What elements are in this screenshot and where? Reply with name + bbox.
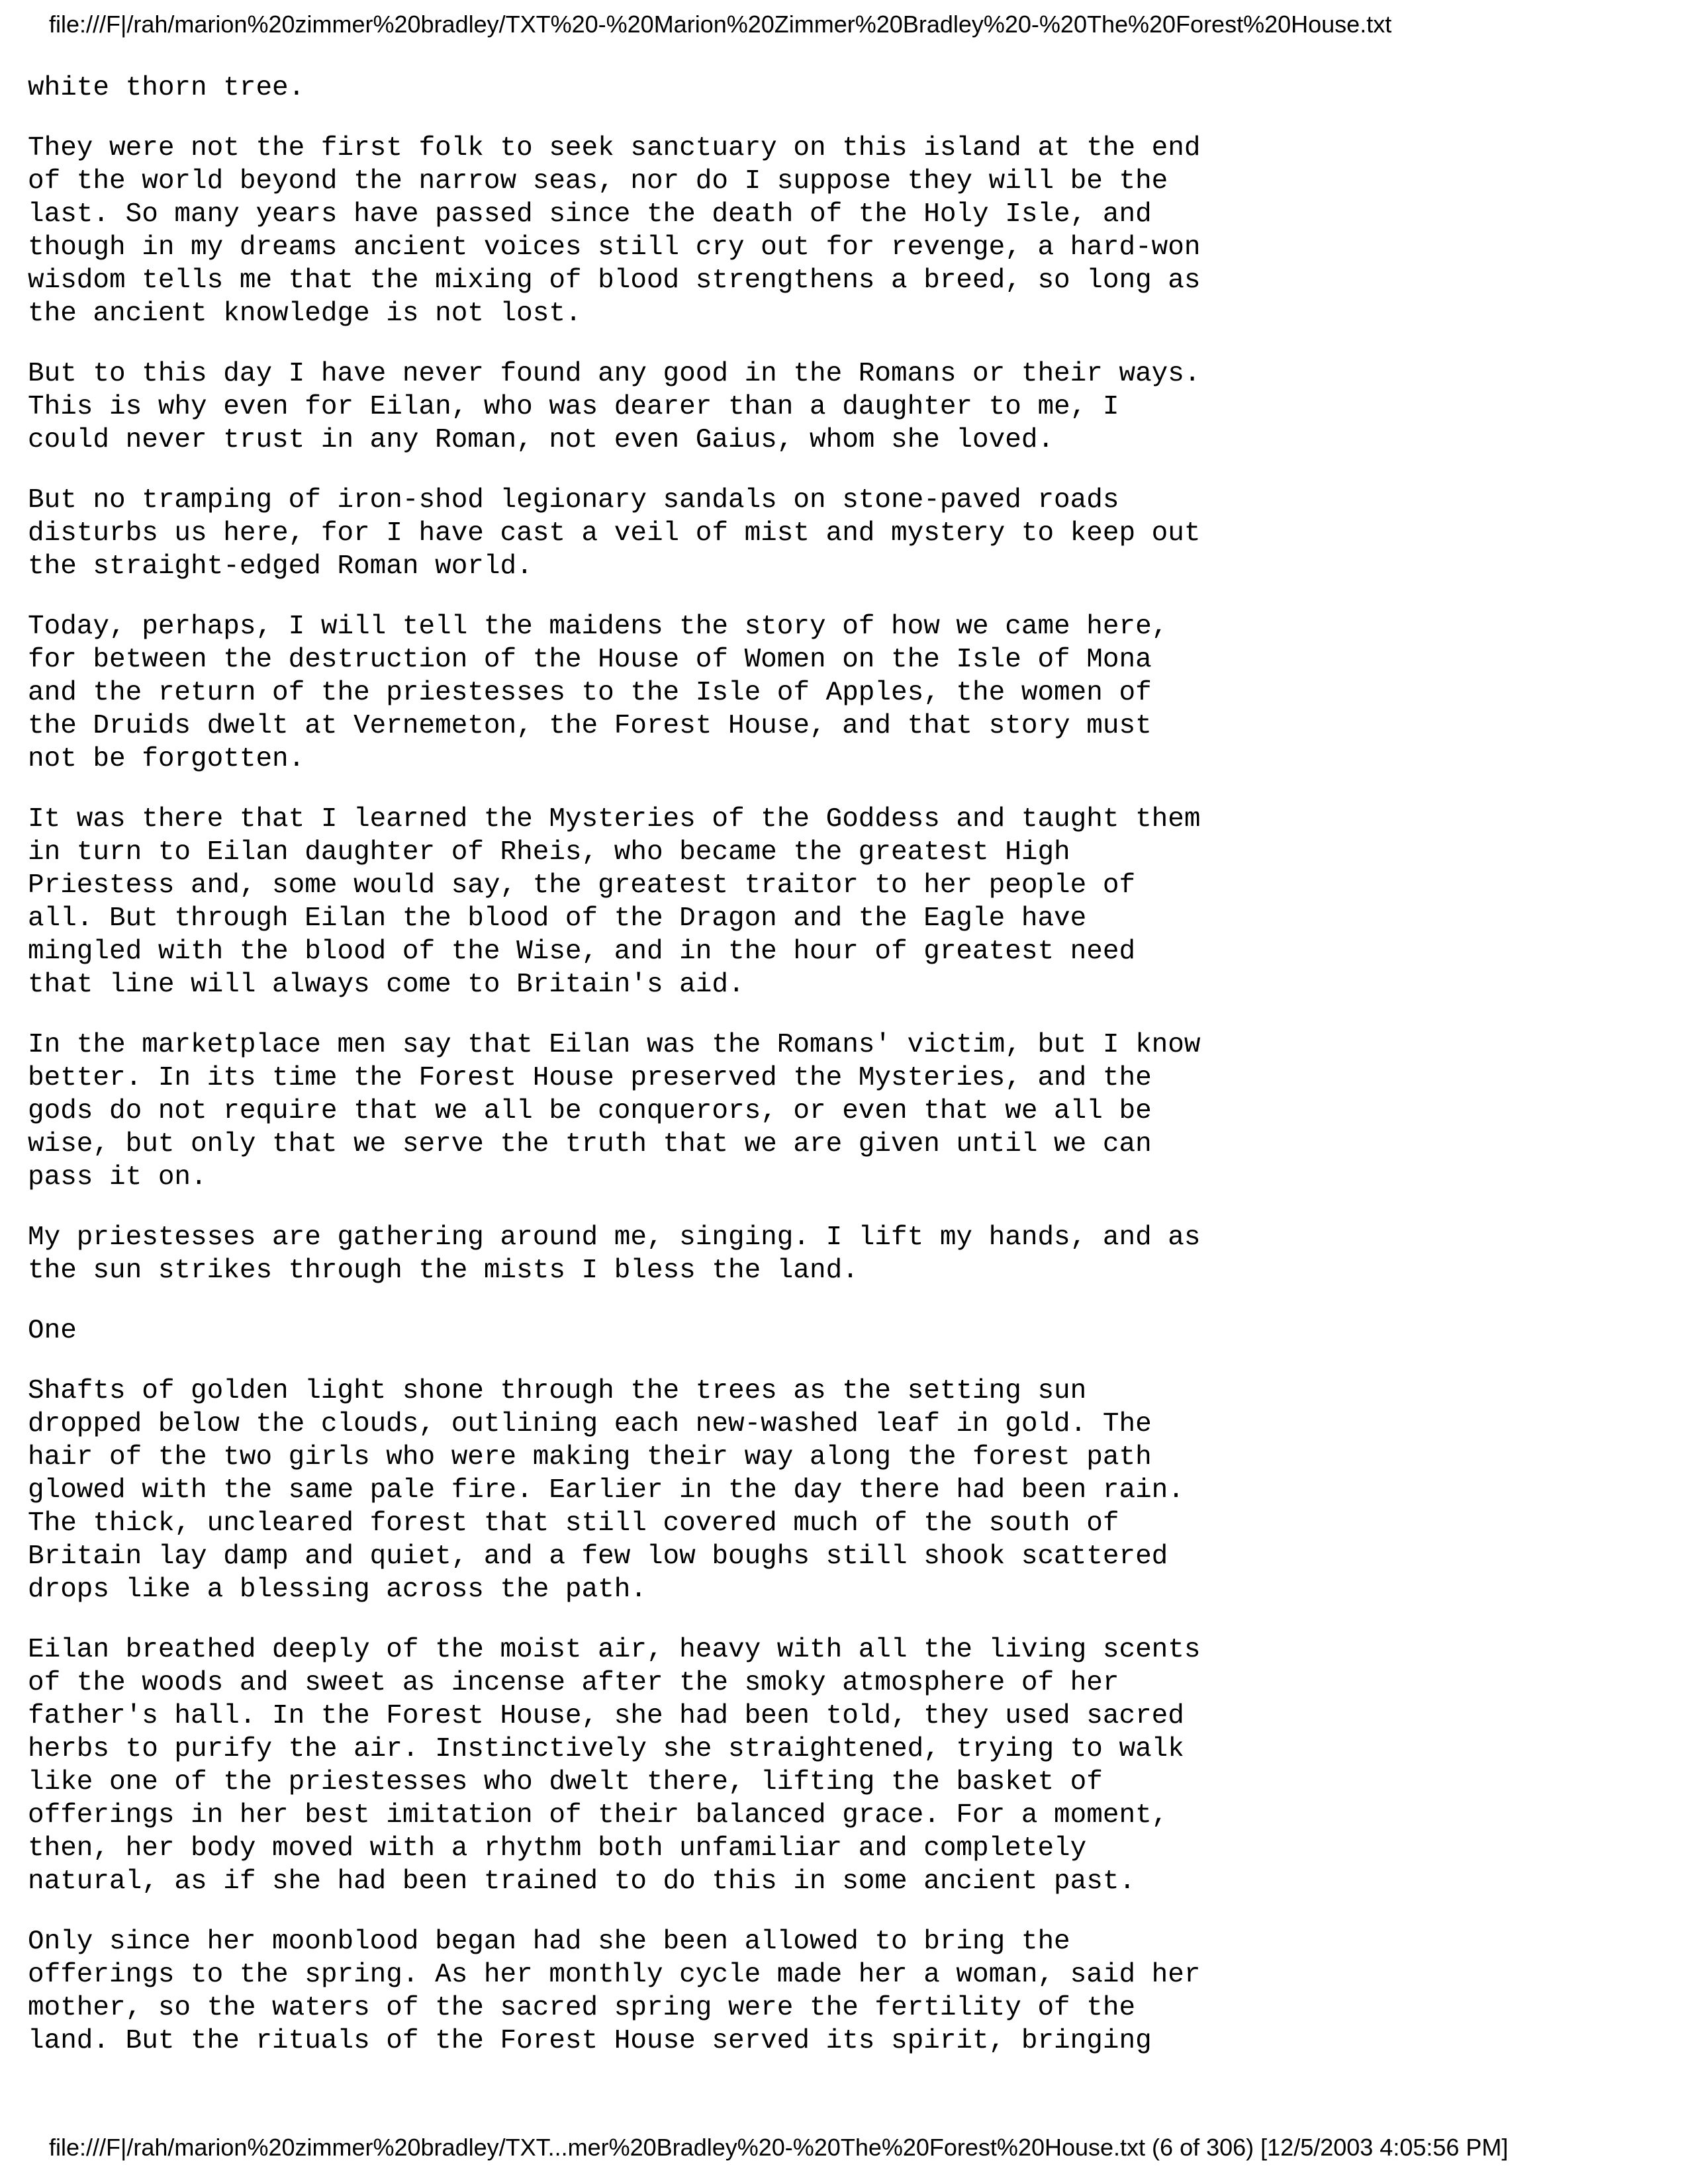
paragraph-11: Only since her moonblood began had she been allowed to bring the offerings to the spring. As her monthly cycle made her a woman, said her mother, so the waters of the sacred spring were the fertility of the land. But the rituals of the Forest House served its spirit, bringing — [28, 1927, 1201, 2056]
paragraph-10: Eilan breathed deeply of the moist air, heavy with all the living scents of the woods and sweet as incense after the smoky atmosphere of her father's hall. In the Forest House, she had been told, they used sacred herbs to purify the air. Instinctively she straightened, trying to walk like one of the priestesses who dwelt there, lifting the basket of offerings in her best imitation of their balanced grace. For a moment, then, her body moved with a rhythm both unfamiliar and completely natural, as if she had been trained to do this in some ancient past. — [28, 1635, 1201, 1897]
paragraph-9: Shafts of golden light shone through the trees as the setting sun dropped below the clouds, outlining each new-washed leaf in gold. The hair of the two girls who were making their way along the forest path glowed with the same pale fire. Earlier in the day there had been rain. The thick, uncleared forest that still covered much of the south of Britain lay damp and quiet, and a few low boughs still shook scattered drops like a blessing across the path. — [28, 1376, 1184, 1605]
paragraph-8: My priestesses are gathering around me, singing. I lift my hands, and as the sun strikes through the mists I bless the land. — [28, 1222, 1201, 1286]
chapter-heading: One — [28, 1316, 77, 1346]
page-header-path: file:///F|/rah/marion%20zimmer%20bradley/TXT%20-%20Marion%20Zimmer%20Bradley%20-%20The%20Forest%20House.txt — [49, 11, 1392, 38]
paragraph-1: white thorn tree. — [28, 73, 305, 103]
paragraph-5: Today, perhaps, I will tell the maidens the story of how we came here, for between the destruction of the House of Women on the Isle of Mona and the return of the priestesses to the Isle of Apples, the women of the Druids dwelt at Vernemeton, the Forest House, and that story must not be forgotten. — [28, 612, 1168, 774]
paragraph-4: But no tramping of iron-shod legionary sandals on stone-paved roads disturbs us here, for I have cast a veil of mist and mystery to keep out the straight-edged Roman world. — [28, 485, 1201, 582]
page-footer-path: file:///F|/rah/marion%20zimmer%20bradley/TXT...mer%20Bradley%20-%20The%20Forest%20House.txt (6 of 306) [12/5/2003 4:05:56 PM] — [49, 2134, 1509, 2161]
paragraph-7: In the marketplace men say that Eilan was the Romans' victim, but I know better. In its time the Forest House preserved the Mysteries, and the gods do not require that we all be conquerors, or even that we all be wise, but only that we serve the truth that we are given until we can pass it on. — [28, 1030, 1201, 1193]
document-body — [28, 71, 1617, 2085]
paragraph-3: But to this day I have never found any good in the Romans or their ways. This is why even for Eilan, who was dearer than a daughter to me, I could never trust in any Roman, not even Gaius, whom she loved. — [28, 359, 1201, 455]
paragraph-6: It was there that I learned the Mysteries of the Goddess and taught them in turn to Eilan daughter of Rheis, who became the greatest High Priestess and, some would say, the greatest traitor to her people of all. But through Eilan the blood of the Dragon and the Eagle have mingled with the blood of the Wise, and in the hour of greatest need that line will always come to Britain's aid. — [28, 804, 1201, 1000]
paragraph-2: They were not the first folk to seek sanctuary on this island at the end of the world beyond the narrow seas, nor do I suppose they will be the last. So many years have passed since the death of the Holy Isle, and though in my dreams ancient voices still cry out for revenge, a hard-won wisdom tells me that the mixing of blood strengthens a breed, so long as the ancient knowledge is not lost. — [28, 133, 1201, 329]
